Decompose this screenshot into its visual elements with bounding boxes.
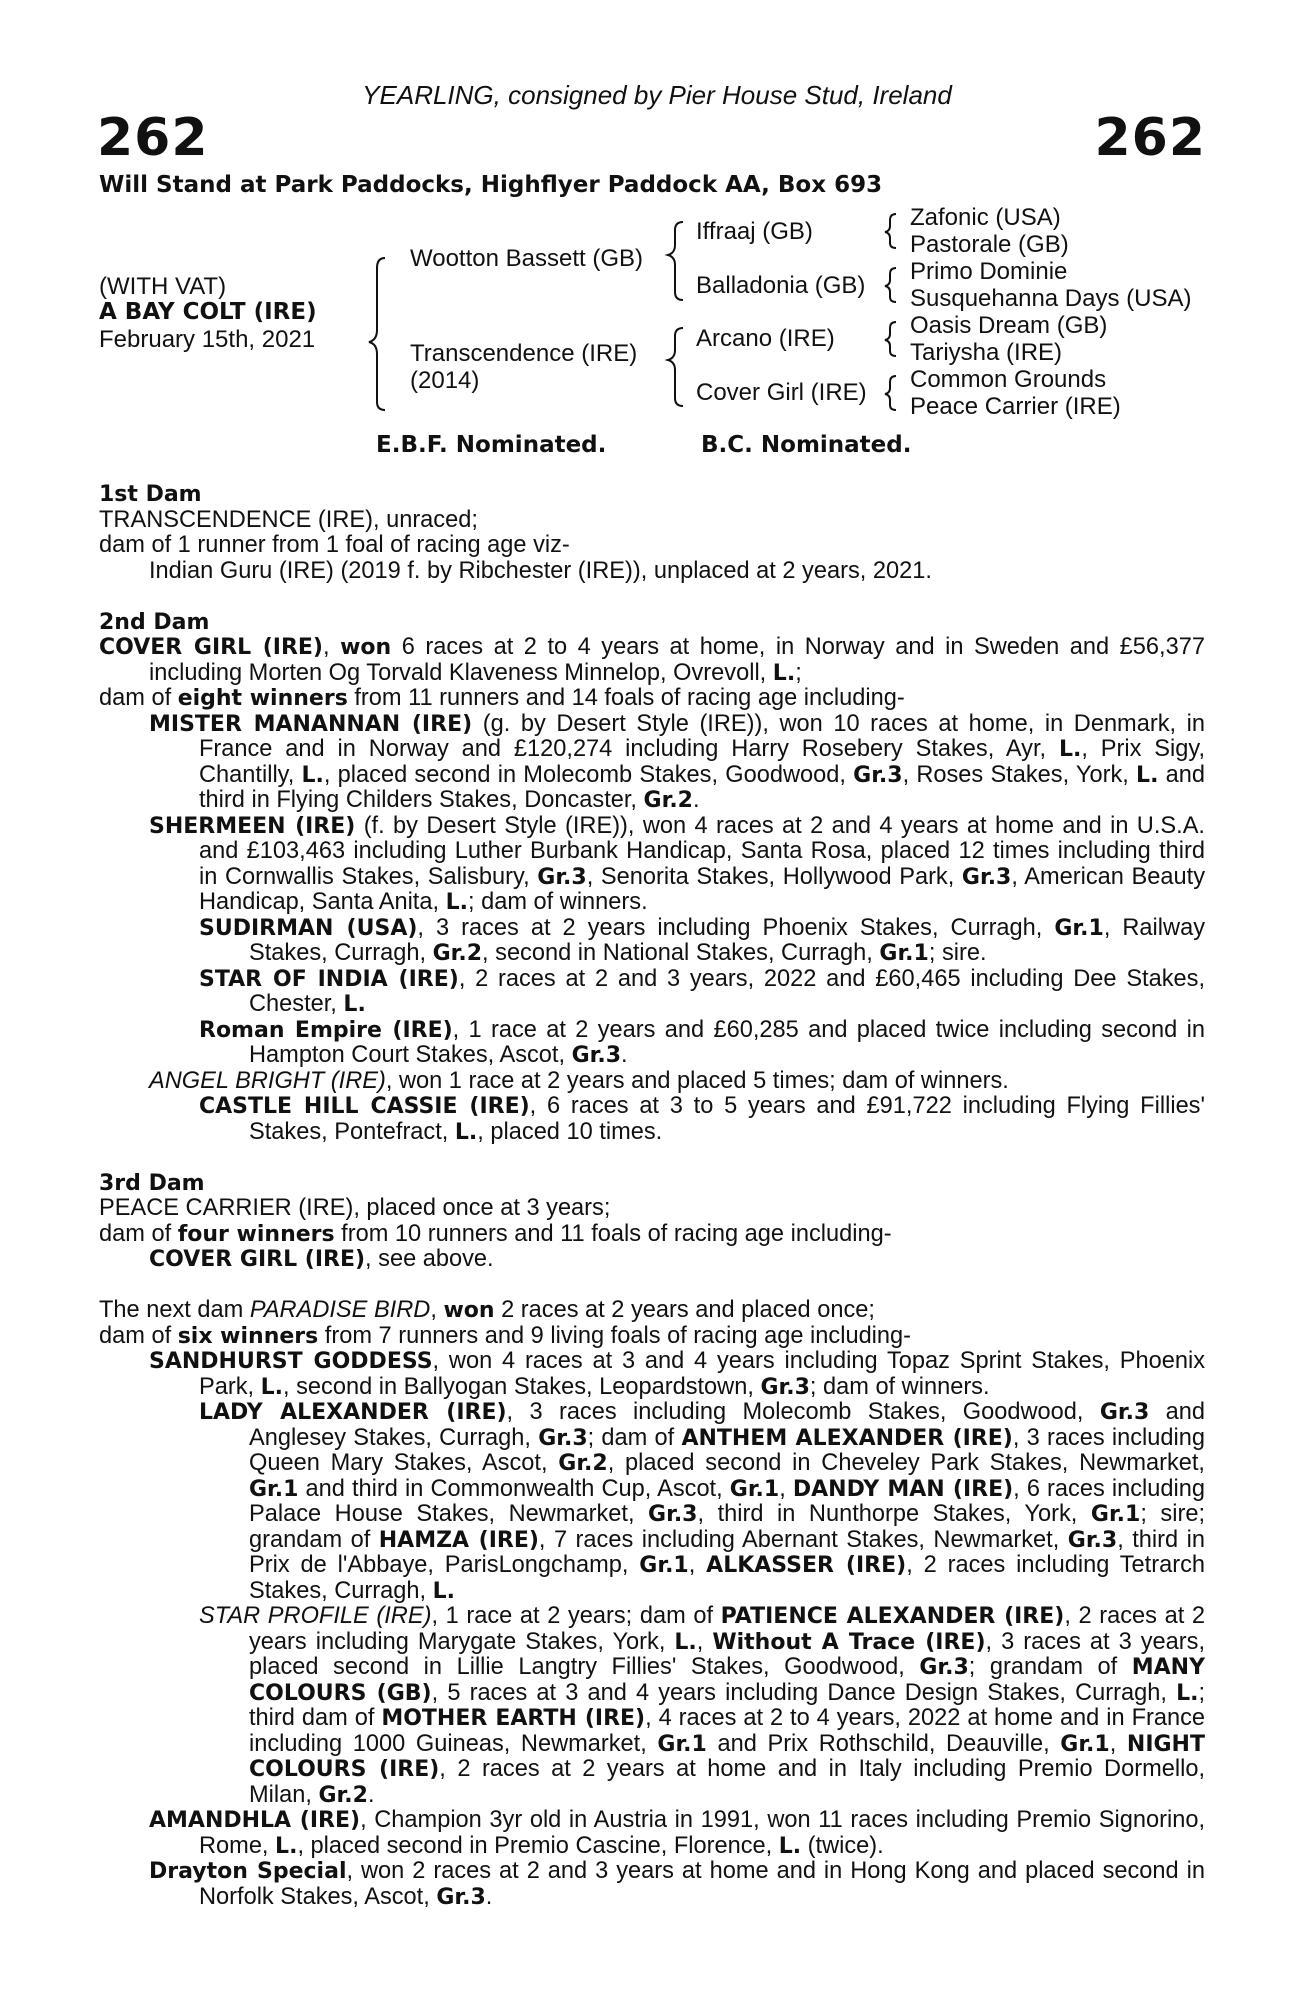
lady-alexander-entry: LADY ALEXANDER (IRE), 3 races including Molecomb Stakes, Goodwood, Gr.3 and Anglesey Stakes, Curragh, Gr.3; dam of ANTHEM ALEXANDER (IRE), 3 races including Queen Mary Stakes, Ascot, Gr.2, placed second in Cheveley Park Stakes, Newmarket, Gr.1 and third in Commonwealth Cup, Ascot, Gr.1, DANDY MAN (IRE), 6 races including Palace House Stakes, Newmarket, Gr.3, third in Nunthorpe Stakes, York, Gr.1; sire; grandam of HAMZA (IRE), 7 races including Abernant Stakes, Newmarket, Gr.3, third in Prix de l'Abbaye, ParisLongchamp, Gr.1, ALKASSER (IRE), 2 races including Tetrarch Stakes, Curragh, L. — [199, 1399, 1206, 1604]
third-dam-heading: 3rd Dam — [99, 1170, 205, 1196]
horse-vat: (WITH VAT) — [99, 273, 227, 300]
horse-foaled: February 15th, 2021 — [99, 326, 316, 353]
pedigree-dsd: Tariysha (IRE) — [910, 339, 1063, 366]
lot-number-right: 262 — [1094, 108, 1206, 168]
pedigree-dss: Oasis Dream (GB) — [910, 312, 1108, 339]
catalogue-body — [99, 482, 1205, 1910]
roman-empire-entry: Roman Empire (IRE), 1 race at 2 years and £60,285 and placed twice including second in Hampton Court Stakes, Ascot, Gr.3. — [199, 1016, 1205, 1068]
paradise-bird-produce: dam of six winners from 7 runners and 9 living foals of racing age including- — [99, 1322, 912, 1349]
cover-girl-produce: dam of eight winners from 11 runners and 14 foals of racing age including- — [99, 685, 905, 711]
first-dam-line1: TRANSCENDENCE (IRE), unraced; — [99, 506, 478, 533]
pedigree-brackets — [0, 0, 1314, 430]
shermeen-entry: SHERMEEN (IRE) (f. by Desert Style (IRE)), won 4 races at 2 and 4 years at home and in U.S.A. and £103,463 including Luther Burbank Handicap, Santa Rosa, placed 12 times including third in Cornwallis Stakes, Salisbury, Gr.3, Senorita Stakes, Hollywood Park, Gr.3, American Beauty Handicap, Santa Anita, L.; dam of winners. — [149, 812, 1205, 915]
mister-manannan-entry: MISTER MANANNAN (IRE) (g. by Desert Style (IRE)), won 10 races at home, in Denmark, in France and in Norway and £120,274 including Harry Rosebery Stakes, Ayr, L., Prix Sigy, Chantilly, L., placed second in Molecomb Stakes, Goodwood, Gr.3, Roses Stakes, York, L. and third in Flying Childers Stakes, Doncaster, Gr.2. — [149, 710, 1206, 813]
stand-info: Will Stand at Park Paddocks, Highflyer Paddock AA, Box 693 — [99, 172, 883, 198]
pedigree-dam-dam: Cover Girl (IRE) — [696, 379, 867, 406]
sudirman-entry: SUDIRMAN (USA), 3 races at 2 years including Phoenix Stakes, Curragh, Gr.1, Railway Stakes, Curragh, Gr.2, second in National Stakes, Curragh, Gr.1; sire. — [199, 914, 1205, 966]
sandhurst-goddess-entry: SANDHURST GODDESS, won 4 races at 3 and 4 years including Topaz Sprint Stakes, Phoenix Park, L., second in Ballyogan Stakes, Leopardstown, Gr.3; dam of winners. — [149, 1348, 1205, 1400]
consignment-header: YEARLING, consigned by Pier House Stud, Ireland — [362, 80, 952, 110]
castle-hill-cassie-entry: CASTLE HILL CASSIE (IRE), 6 races at 3 to 5 years and £91,722 including Flying Fillies' Stakes, Pontefract, L., placed 10 times. — [199, 1093, 1205, 1145]
pedigree-sdd: Susquehanna Days (USA) — [910, 285, 1192, 312]
pedigree-dam-year: (2014) — [410, 367, 480, 394]
pedigree-ssd: Pastorale (GB) — [910, 231, 1069, 258]
pedigree-dam-sire: Arcano (IRE) — [696, 325, 835, 352]
pedigree-sds: Primo Dominie — [910, 258, 1068, 285]
star-of-india-entry: STAR OF INDIA (IRE), 2 races at 2 and 3 years, 2022 and £60,465 including Dee Stakes, Chester, L. — [199, 965, 1205, 1017]
cover-girl-entry: COVER GIRL (IRE), won 6 races at 2 to 4 years at home, in Norway and in Sweden and £56,377 including Morten Og Torvald Klaveness Minnelop, Ovrevoll, L.; — [99, 634, 1205, 686]
horse-name: A BAY COLT (IRE) — [99, 299, 317, 325]
ebf-nomination: E.B.F. Nominated. — [376, 432, 607, 458]
pedigree-sss: Zafonic (USA) — [910, 204, 1061, 231]
bc-nomination: B.C. Nominated. — [701, 432, 912, 458]
drayton-special-entry: Drayton Special, won 2 races at 2 and 3 years at home and in Hong Kong and placed second in Norfolk Stakes, Ascot, Gr.3. — [149, 1858, 1205, 1910]
peace-carrier-produce: dam of four winners from 10 runners and 11 foals of racing age including- — [99, 1220, 892, 1247]
angel-bright-entry: ANGEL BRIGHT (IRE), won 1 race at 2 years and placed 5 times; dam of winners. — [149, 1067, 1009, 1094]
second-dam-heading: 2nd Dam — [99, 609, 210, 635]
lot-number-left: 262 — [97, 108, 209, 168]
first-dam-line2: dam of 1 runner from 1 foal of racing age viz- — [99, 532, 570, 558]
cover-girl-ref: COVER GIRL (IRE), see above. — [149, 1246, 494, 1272]
pedigree-sire-sire: Iffraaj (GB) — [696, 218, 813, 245]
peace-carrier-entry: PEACE CARRIER (IRE), placed once at 3 years; — [99, 1195, 611, 1221]
first-dam-line3: Indian Guru (IRE) (2019 f. by Ribchester (IRE)), unplaced at 2 years, 2021. — [149, 557, 932, 584]
amandhla-entry: AMANDHLA (IRE), Champion 3yr old in Austria in 1991, won 11 races including Premio Signorino, Rome, L., placed second in Premio Cascine, Florence, L. (twice). — [149, 1807, 1206, 1859]
pedigree-sire: Wootton Bassett (GB) — [410, 245, 643, 272]
star-profile-entry: STAR PROFILE (IRE), 1 race at 2 years; dam of PATIENCE ALEXANDER (IRE), 2 races at 2 years including Marygate Stakes, York, L., Without A Trace (IRE), 3 races at 3 years, placed second in Lillie Langtry Fillies' Stakes, Goodwood, Gr.3; grandam of MANY COLOURS (GB), 5 races at 3 and 4 years including Dance Design Stakes, Curragh, L.; third dam of MOTHER EARTH (IRE), 4 races at 2 to 4 years, 2022 at home and in France including 1000 Guineas, Newmarket, Gr.1 and Prix Rothschild, Deauville, Gr.1, NIGHT COLOURS (IRE), 2 races at 2 years at home and in Italy including Premio Dormello, Milan, Gr.2. — [199, 1603, 1206, 1808]
paradise-bird-entry: The next dam PARADISE BIRD, won 2 races at 2 years and placed once; — [99, 1297, 875, 1323]
pedigree-dds: Common Grounds — [910, 366, 1107, 393]
pedigree-dam: Transcendence (IRE) — [410, 340, 638, 367]
pedigree-ddd: Peace Carrier (IRE) — [910, 393, 1121, 420]
pedigree-sire-dam: Balladonia (GB) — [696, 272, 866, 299]
first-dam-heading: 1st Dam — [99, 482, 202, 507]
